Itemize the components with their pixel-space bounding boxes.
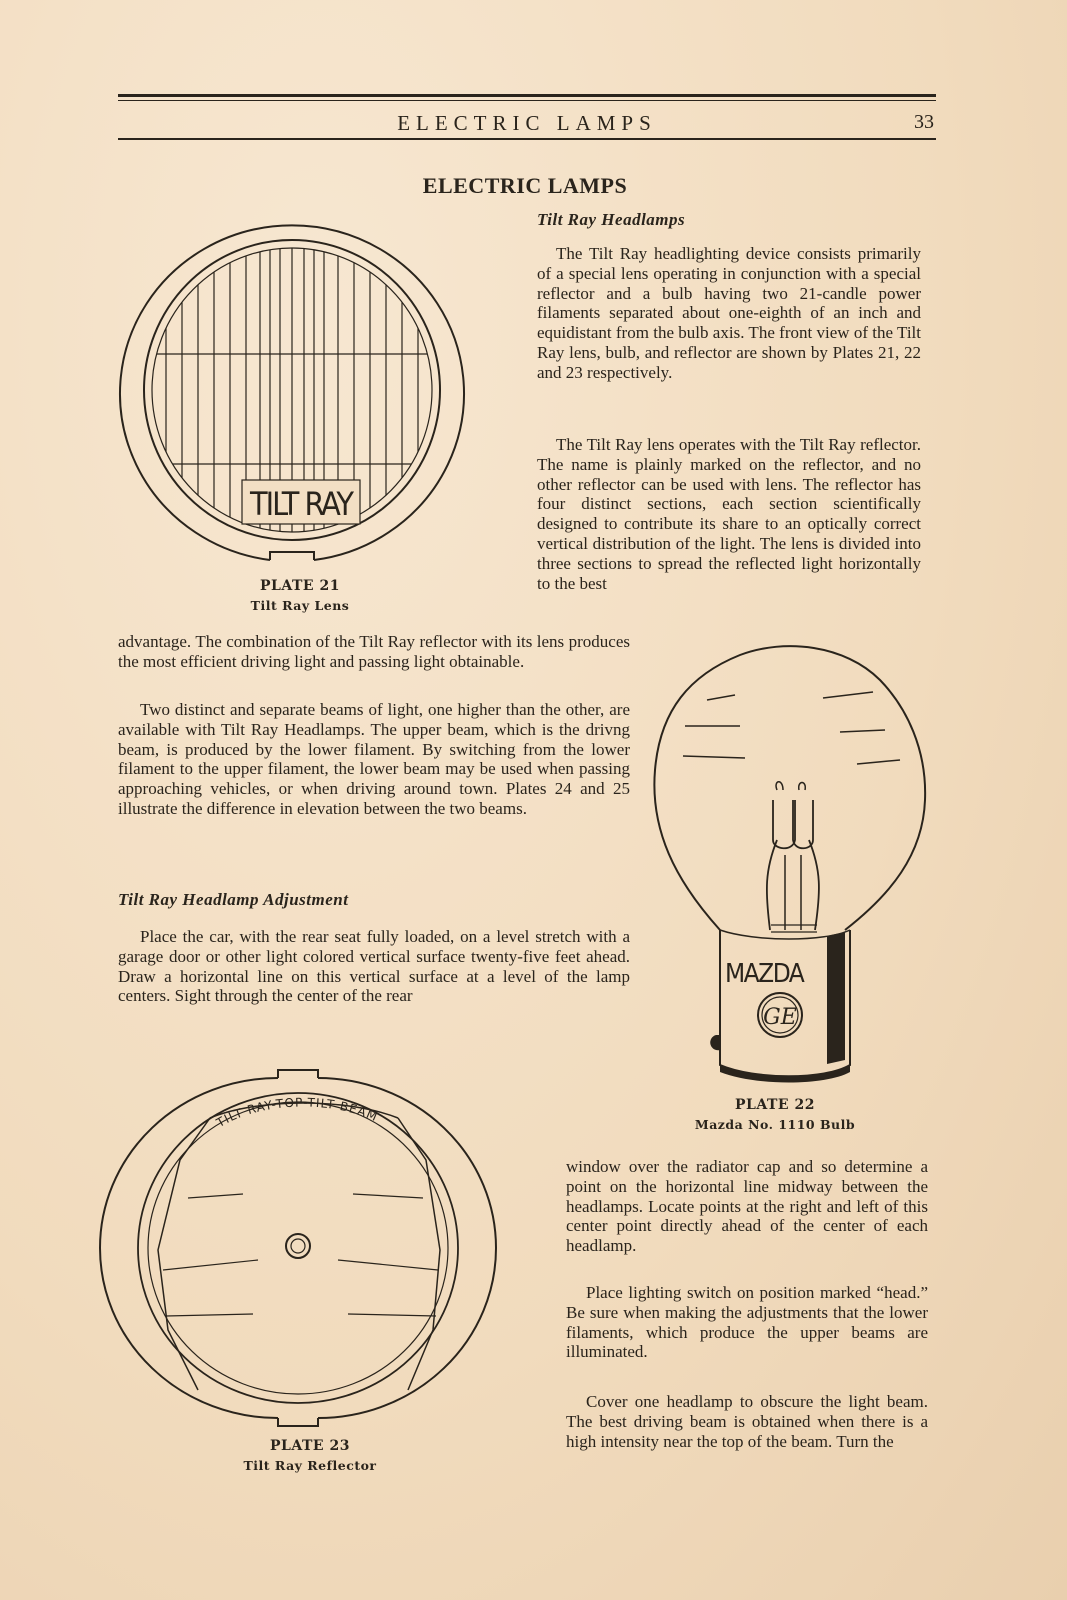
mazda-bulb-illustration: [645, 640, 935, 1090]
header-rule-bottom: [118, 138, 936, 140]
page-title: ELECTRIC LAMPS: [422, 173, 628, 198]
bulb-mazda-label: MAZDA: [725, 959, 804, 989]
plate-22-name: Mazda No. 1110 Bulb: [694, 1117, 856, 1132]
paragraph-cover-headlamp: Cover one headlamp to obscure the light beam. The best driving beam is obtained when there is a high intensity near the top of the beam. Turn the: [566, 1392, 928, 1451]
plate-22-number: PLATE 22: [735, 1097, 815, 1113]
svg-text:TILT RAY-TOP-TILT BEAM: [213, 1095, 380, 1130]
header-rule-top: [118, 94, 936, 97]
plate-23-caption: [220, 1438, 400, 1473]
tilt-ray-reflector-illustration: [118, 1070, 478, 1440]
plate-21-number: PLATE 21: [260, 578, 340, 594]
paragraph-intro: The Tilt Ray headlighting device consists primarily of a special lens operating in conjunction with a special reflector and a bulb having two 21-candle power filaments separated about one-eighth of an inch and equidistant from the bulb axis. The front view of the Tilt Ray lens, bulb, and reflector are shown by Plates 21, 22 and 23 respectively.: [537, 244, 921, 382]
paragraph-lens-reflector: The Tilt Ray lens operates with the Tilt Ray reflector. The name is plainly marked on the reflector, and no other reflector can be used with lens. The reflector has four distinct sections, each section scientifically designed to contribute its share to an optically correct vertical distribution of the light. The lens is divided into three sections to spread the reflected light horizontally to the best: [537, 435, 921, 593]
running-head-title: ELECTRIC LAMPS: [397, 111, 657, 135]
tilt-ray-lens-illustration: [118, 214, 466, 574]
paragraph-lens-reflector-cont: advantage. The combination of the Tilt Ray reflector with its lens produces the most efficient driving light and passing light obtainable.: [118, 632, 630, 671]
plate-22-caption: [670, 1097, 880, 1132]
paragraph-adjustment-cont: window over the radiator cap and so determine a point on the horizontal line midway between the headlamps. Locate points at the right and left of this center point directly ahead of the center of each headlamp.: [566, 1157, 928, 1256]
paragraph-two-beams: Two distinct and separate beams of light, one higher than the other, are available with Tilt Ray Headlamps. The upper beam, which is the drivng beam, is produced by the lower filament. By switching from the lower filament to the upper filament, the lower beam may be used when passing approaching vehicles, or when driving around town. Plates 24 and 25 illustrate the difference in elevation between the two beams.: [118, 700, 630, 818]
plate-23-name: Tilt Ray Reflector: [243, 1458, 377, 1473]
lens-label: TILT RAY: [250, 485, 352, 523]
section-heading-tilt-ray-headlamps: Tilt Ray Headlamps: [537, 210, 686, 229]
header-rule-top-thin: [118, 100, 936, 101]
plate-21-caption: [210, 578, 390, 613]
plate-23-number: PLATE 23: [270, 1438, 350, 1454]
paragraph-lighting-switch: Place lighting switch on position marked “head.” Be sure when making the adjustments that the lower filaments, which produce the upper beams are illuminated.: [566, 1283, 928, 1362]
running-head: [118, 108, 936, 138]
plate-21-name: Tilt Ray Lens: [250, 598, 350, 613]
paragraph-adjustment-start: Place the car, with the rear seat fully loaded, on a level stretch with a garage door or other light colored vertical surface twenty-five feet ahead. Draw a horizontal line on this vertical surface at a level of the lamp centers. Sight through the center of the rear: [118, 927, 630, 1006]
reflector-label: TILT RAY-TOP-TILT BEAM: [214, 1095, 381, 1130]
ge-logo: GE: [763, 1005, 797, 1030]
section-heading-headlamp-adjustment: Tilt Ray Headlamp Adjustment: [118, 890, 349, 909]
page-number: 33: [914, 111, 934, 133]
